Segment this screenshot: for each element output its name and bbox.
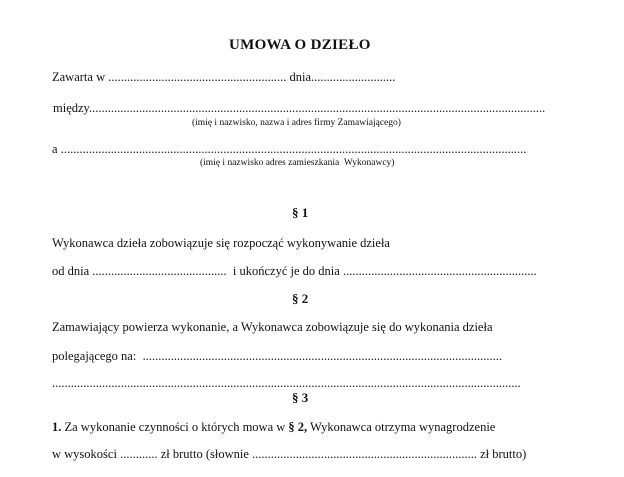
section-3-text (52, 419, 495, 435)
client-line (53, 100, 545, 116)
from-date-label: od dnia (52, 264, 93, 278)
point-number: 1. (52, 420, 62, 434)
payment-text-b: Wykonawca otrzyma wynagrodzenie (307, 420, 496, 434)
and-label: a (52, 142, 61, 156)
amount-line (52, 446, 526, 462)
to-date-field: .............................................................. (342, 264, 537, 278)
place-label: Zawarta w (52, 70, 109, 84)
section-2-work-line-2: ...................................................................................................................................................... (52, 376, 521, 390)
contractor-field: ..................................................................................................................................................... (60, 142, 527, 156)
section-1-heading: § 1 (292, 205, 309, 220)
work-field: ................................................................................................................... (142, 349, 502, 363)
amount-field: ............ (120, 447, 158, 461)
between-label: między (53, 101, 89, 115)
amount-label: w wysokości (52, 447, 121, 461)
amount-words-field: ........................................................................ (252, 447, 477, 461)
from-date-field: ........................................... (92, 264, 227, 278)
contractor-line (52, 141, 526, 157)
amount-words-label: zł brutto (słownie (157, 447, 252, 461)
contractor-note: (imię i nazwisko adres zamieszkania Wykonawcy) (200, 158, 395, 168)
date-label: dnia (286, 70, 312, 84)
place-field: ......................................................... (108, 70, 287, 84)
client-field: .................................................................................................................................................. (88, 101, 546, 115)
section-2-heading: § 2 (292, 291, 309, 306)
client-note: (imię i nazwisko, nazwa i adres firmy Zamawiającego) (192, 118, 401, 128)
section-3-heading: § 3 (292, 390, 309, 405)
work-label: polegającego na: (52, 349, 143, 363)
amount-suffix: zł brutto) (477, 447, 527, 461)
section-2-work-line (52, 348, 502, 364)
document-title: UMOWA O DZIEŁO (229, 37, 371, 53)
place-date-line (52, 69, 395, 85)
to-date-label: i ukończyć je do dnia (226, 264, 343, 278)
section-1-dates-line (52, 263, 537, 279)
date-field: ........................... (311, 70, 396, 84)
section-reference: § 2, (288, 420, 308, 434)
payment-text-a: Za wykonanie czynności o których mowa w (61, 420, 289, 434)
section-1-text: Wykonawca dzieła zobowiązuje się rozpocząć wykonywanie dzieła (52, 236, 390, 250)
section-2-text: Zamawiający powierza wykonanie, a Wykonawca zobowiązuje się do wykonania dzieła (52, 320, 493, 334)
